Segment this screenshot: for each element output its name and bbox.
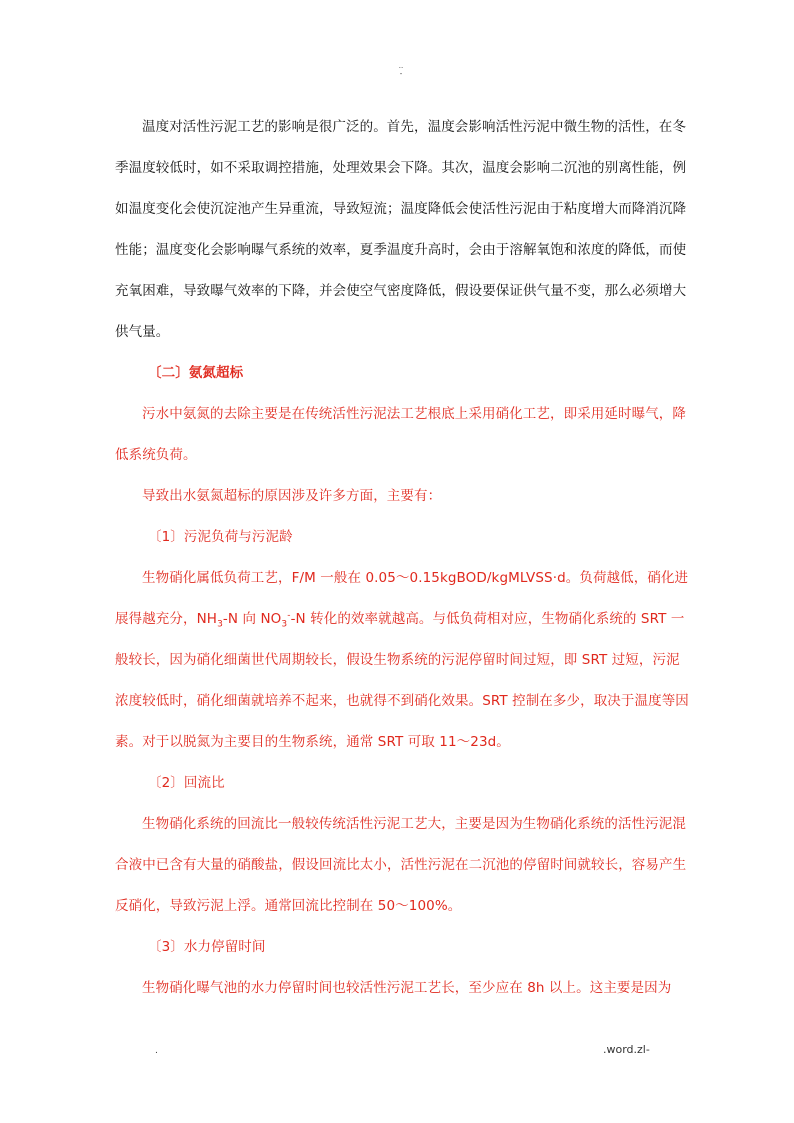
- superscript: -: [287, 610, 291, 621]
- paragraph-causes-intro: 导致出水氨氮超标的原因涉及许多方面，主要有：: [142, 488, 442, 504]
- subheading-reflux-ratio: 〔2〕回流比: [148, 775, 225, 791]
- footer-right-mark: .word.zl-: [603, 1043, 650, 1056]
- page-header: [395, 62, 407, 78]
- paragraph-temperature-effect: 温度对活性污泥工艺的影响是很广泛的。首先，温度会影响活性污泥中微生物的活性，在冬季温度较低时，如不采取调控措施，处理效果会下降。其次，温度会影响二沉池的别离性能，例如温度变化会使沉淀池产生异重流，导致短流；温度降低会使活性污泥由于粘度增大而降消沉降性能；温度变化会影响曝气系统的效率，夏季温度升高时，会由于溶解氧饱和浓度的降低，而使充氧困难，导致曝气效率的下降，并会使空气密度降低，假设要保证供气量不变，那么必须增大供气量。: [115, 119, 687, 340]
- section-heading-ammonia: 〔二〕氨氮超标: [148, 365, 244, 381]
- header-dots: ..: [398, 62, 404, 70]
- text-run: 生物硝化属低负荷工艺，F/M 一般在 0.05～0.15kgBOD/kgMLVSS·d。负荷越低，硝化进展得越充分，NH: [115, 570, 689, 627]
- text-run: -N 转化的效率就越高。与低负荷相对应，生物硝化系统的 SRT 一般较长，因为硝化细菌世代周期较长，假设生物系统的污泥停留时间过短，即 SRT 过短，污泥浓度较低时，硝化细菌就培养不起来，也就得不到硝化效果。SRT 控制在多少，取决于温度等因素。对于以脱氮为主要目的生物系统，通常 SRT 可取 11～23d。: [115, 611, 689, 750]
- paragraph-ammonia-removal: 污水中氨氮的去除主要是在传统活性污泥法工艺根底上采用硝化工艺，即采用延时曝气，降低系统负荷。: [115, 406, 686, 463]
- paragraph-nitrification-load: [115, 558, 690, 763]
- footer-left-mark: .: [155, 1046, 158, 1056]
- subheading-hydraulic-retention: 〔3〕水力停留时间: [148, 939, 266, 955]
- subscript: 3: [217, 619, 223, 630]
- subheading-sludge-load: 〔1〕污泥负荷与污泥龄: [148, 529, 293, 545]
- paragraph-hydraulic-retention: 生物硝化曝气池的水力停留时间也较活性污泥工艺长，至少应在 8h 以上。这主要是因为: [142, 980, 672, 996]
- text-run: -N 向 NO: [222, 611, 282, 627]
- subscript: 3: [281, 619, 288, 630]
- document-body: [115, 107, 690, 1009]
- header-dash: -: [399, 70, 403, 78]
- paragraph-reflux-ratio: 生物硝化系统的回流比一般较传统活性污泥工艺大，主要是因为生物硝化系统的活性污泥混合液中已含有大量的硝酸盐，假设回流比太小，活性污泥在二沉池的停留时间就较长，容易产生反硝化，导致污泥上浮。通常回流比控制在 50～100%。: [115, 816, 687, 914]
